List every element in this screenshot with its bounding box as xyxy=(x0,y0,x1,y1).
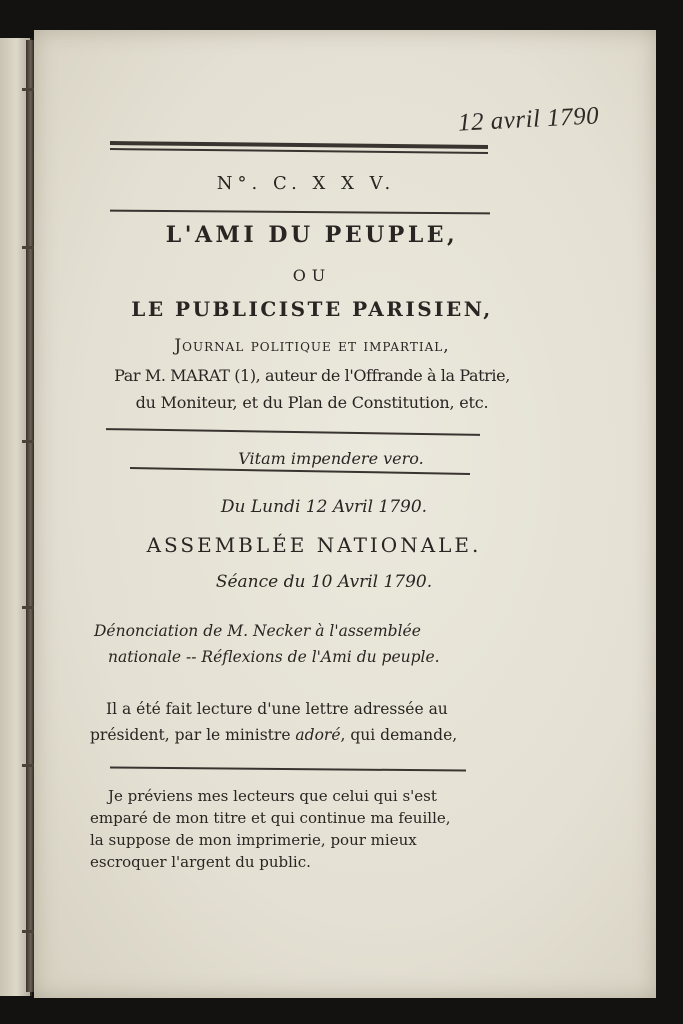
summary-line-2: nationale -- Réflexions de l'Ami du peuple. xyxy=(108,648,440,666)
journal-description: Journal politique et impartial, xyxy=(174,336,450,356)
footnote-line-3: la suppose de mon imprimerie, pour mieux xyxy=(90,831,417,849)
newspaper-title: L'AMI DU PEUPLE, xyxy=(165,222,459,248)
footnote-line-2: emparé de mon titre et qui continue ma feuille, xyxy=(90,809,451,827)
motto: Vitam impendere vero. xyxy=(238,449,424,468)
body-line-1: Il a été fait lecture d'une lettre adressée au xyxy=(106,700,448,718)
body-paragraph xyxy=(90,696,478,748)
top-double-rule-thin xyxy=(110,148,488,153)
footnote-line-1: Je préviens mes lecteurs que celui qui s'est xyxy=(108,787,437,805)
author-line-2: du Moniteur, et du Plan de Constitution, etc. xyxy=(135,393,489,412)
issue-date: Du Lundi 12 Avril 1790. xyxy=(220,497,428,517)
body-line-2-emphasis: adoré xyxy=(295,726,341,744)
section-heading: ASSEMBLÉE NATIONALE. xyxy=(146,533,482,557)
handwritten-date-note: 12 avril 1790 xyxy=(457,102,600,137)
body-line-2 xyxy=(90,722,478,748)
title-conjunction: OU xyxy=(292,266,332,285)
footnote-rule xyxy=(110,766,466,771)
body-line-2-end: , qui demande, xyxy=(340,726,458,744)
issue-rule xyxy=(110,210,490,214)
book-spine xyxy=(26,40,34,992)
session-summary xyxy=(90,618,478,670)
body-line-2-start: président, par le ministre xyxy=(90,726,296,744)
session-date: Séance du 10 Avril 1790. xyxy=(215,572,433,592)
masthead-rule xyxy=(106,428,480,436)
issue-number: N°. C. X X V. xyxy=(216,173,396,194)
footnote xyxy=(90,785,478,873)
footnote-line-4: escroquer l'argent du public. xyxy=(90,853,311,871)
author-line-1: Par M. MARAT (1), auteur de l'Offrande à la Patrie, xyxy=(114,366,510,385)
newspaper-subtitle: LE PUBLICISTE PARISIEN, xyxy=(131,297,493,321)
summary-line-1: Dénonciation de M. Necker à l'assemblée xyxy=(94,622,421,640)
motto-rule xyxy=(130,467,470,474)
newspaper-page xyxy=(34,30,656,998)
